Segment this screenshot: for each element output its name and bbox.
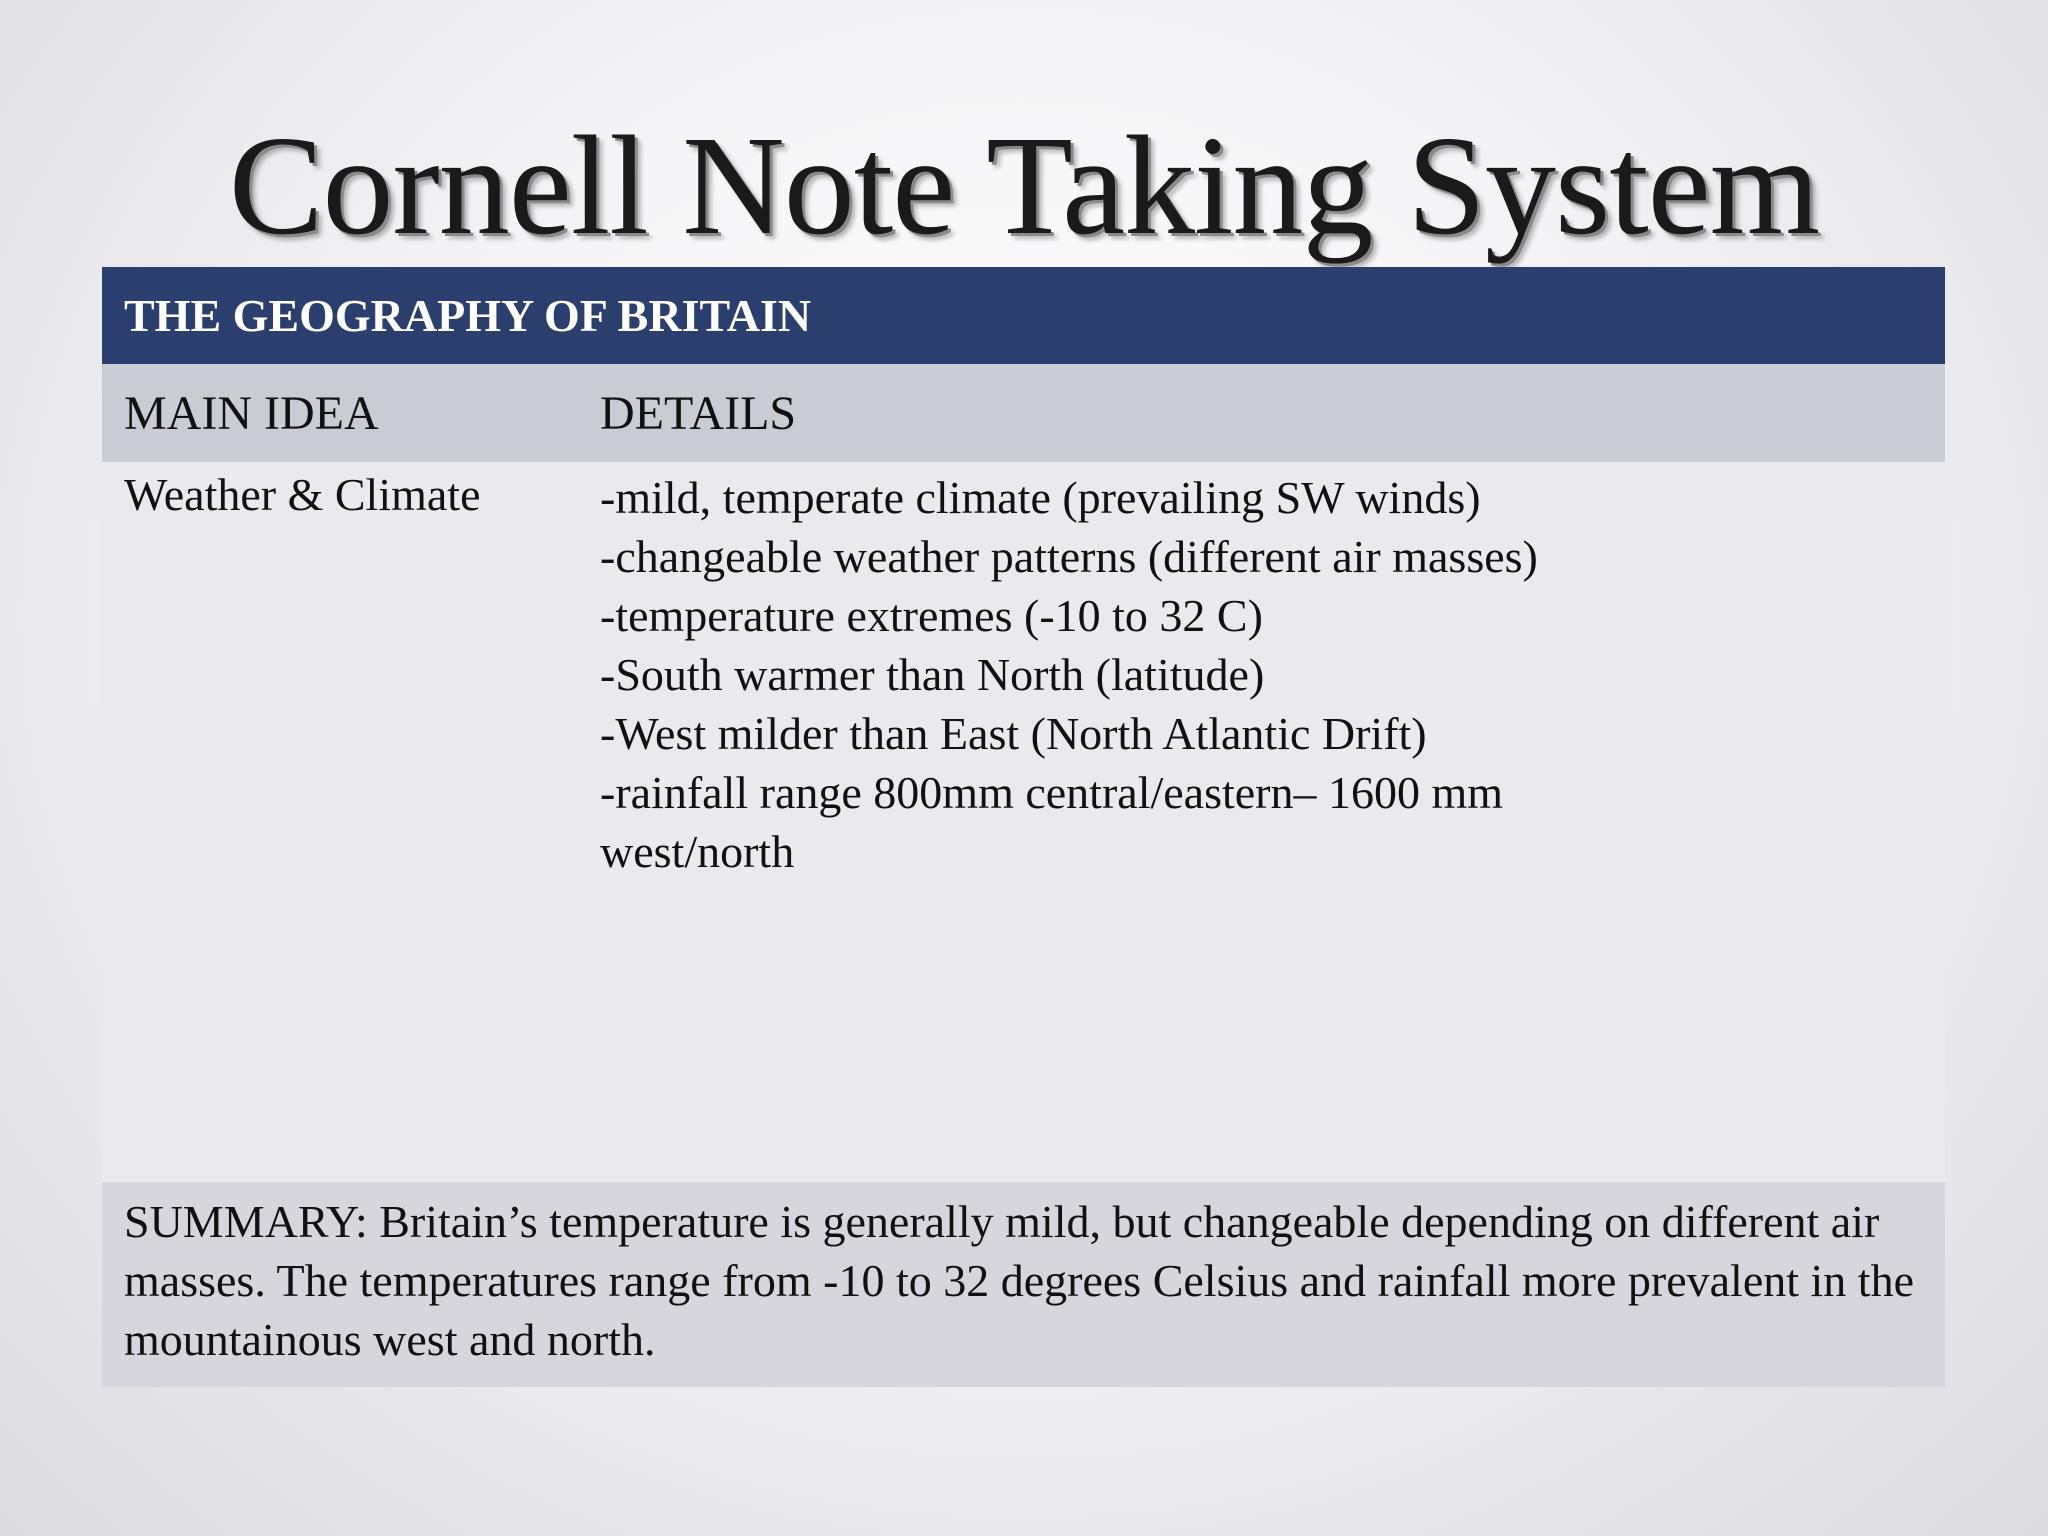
detail-line: -South warmer than North (latitude) [600, 649, 1265, 700]
summary-cell: SUMMARY: Britain’s temperature is generally mild, but changeable depending on different air masses. The temperatures range from -10 to 32 degrees Celsius and rainfall more prevalent in the mountainous west and north. [102, 1182, 1945, 1387]
details-column-header: DETAILS [600, 386, 797, 440]
detail-line: -changeable weather patterns (different air masses) [600, 531, 1538, 582]
detail-line: -West milder than East (North Atlantic Drift) [600, 708, 1427, 759]
slide-title: Cornell Note Taking System [228, 106, 1820, 264]
detail-line: -temperature extremes (-10 to 32 C) [600, 590, 1263, 641]
column-header-row [102, 364, 1945, 462]
detail-line: -mild, temperate climate (prevailing SW winds) [600, 472, 1481, 523]
detail-line: west/north [600, 826, 795, 877]
cornell-notes-table [102, 267, 1945, 1387]
details-cell [600, 462, 1945, 1182]
main-idea-cell: Weather & Climate [124, 469, 481, 520]
detail-line: -rainfall range 800mm central/eastern– 1600 mm [600, 767, 1504, 818]
topic-header: THE GEOGRAPHY OF BRITAIN [102, 267, 1945, 364]
notes-body-row [102, 462, 1945, 1182]
main-idea-column-header: MAIN IDEA [124, 386, 379, 440]
